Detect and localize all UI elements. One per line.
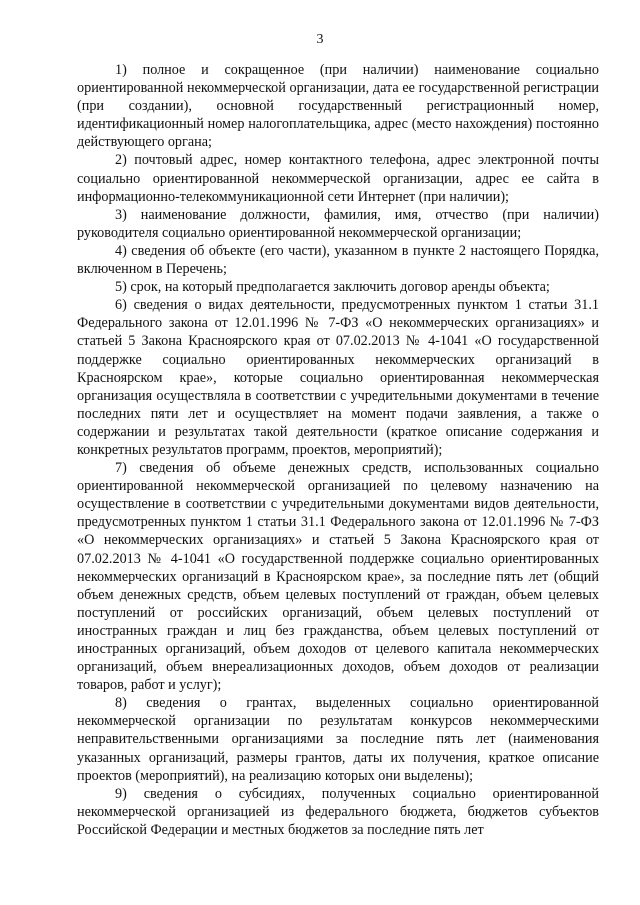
paragraph-item-5: 5) срок, на который предполагается заключить договор аренды объекта; (115, 279, 550, 296)
paragraph-item-8: 8) сведения о грантах, выделенных социально ориентированной некоммерческой организации по результатам конкурсов некоммерческими неправительственными организациями за последние пять лет (наименования указанных организаций, размеры грантов, даты их получения, краткое описание проектов (мероприятий), на реализацию которых они выделены); (77, 695, 599, 784)
paragraph-item-9: 9) сведения о субсидиях, полученных социально ориентированной некоммерческой организацией из федерального бюджета, бюджетов субъектов Российской Федерации и местных бюджетов за последние пять лет (77, 785, 599, 838)
paragraph-item-4: 4) сведения об объекте (его части), указанном в пункте 2 настоящего Порядка, включенном в Перечень; (77, 242, 599, 278)
paragraph-item-7: 7) сведения об объеме денежных средств, использованных социально ориентированной некоммерческой организацией по целевому назначению на осуществление в соответствии с учредительными документами видов деятельности, предусмотренных пунктом 1 статьи 31.1 Федерального закона от 12.01.1996 № 7-ФЗ «О некоммерческих организациях» и статьей 5 Закона Красноярского края от 07.02.2013 № 4-1041 «О государственной поддержке социально ориентированных некоммерческих организаций в Красноярском крае», за последние пять лет (общий объем денежных средств, объем целевых поступлений от граждан, объем целевых поступлений от российских организаций, объем целевых поступлений от иностранных граждан и лиц без гражданства, объем целевых поступлений от иностранных организаций, объем доходов от целевого капитала некоммерческих организаций, объем внереализационных доходов, объем доходов от реализации товаров, работ и услуг); (77, 460, 599, 694)
paragraph-item-3: 3) наименование должности, фамилия, имя, отчество (при наличии) руководителя социально ориентированной некоммерческой организации; (77, 206, 599, 241)
paragraph-item-6: 6) сведения о видах деятельности, предусмотренных пунктом 1 статьи 31.1 Федерального закона от 12.01.1996 № 7-ФЗ «О некоммерческих организациях» и статьей 5 Закона Красноярского края от 07.02.2013 № 4-1041 «О государственной поддержке социально ориентированных некоммерческих организаций в Красноярском крае», которые социально ориентированная некоммерческая организация осуществляла в соответствии с учредительными документами в течение последних пяти лет и осуществляет на момент подачи заявления, а также о содержании и результатах такой деятельности (краткое описание содержания и конкретных результатов программ, проектов, мероприятий); (77, 297, 599, 458)
paragraph-item-1: 1) полное и сокращенное (при наличии) наименование социально ориентированной некоммерческой организации, дата ее государственной регистрации (при создании), основной государственный регистрационный номер, идентификационный номер налогоплательщика, адрес (место нахождения) постоянно действующего органа; (77, 62, 599, 151)
paragraph-item-2: 2) почтовый адрес, номер контактного телефона, адрес электронной почты социально ориентированной некоммерческой организации, адрес ее сайта в информационно-телекоммуникационной сети Интернет (при наличии); (77, 152, 599, 205)
page-number: 3 (316, 32, 324, 47)
document-body (77, 61, 599, 839)
